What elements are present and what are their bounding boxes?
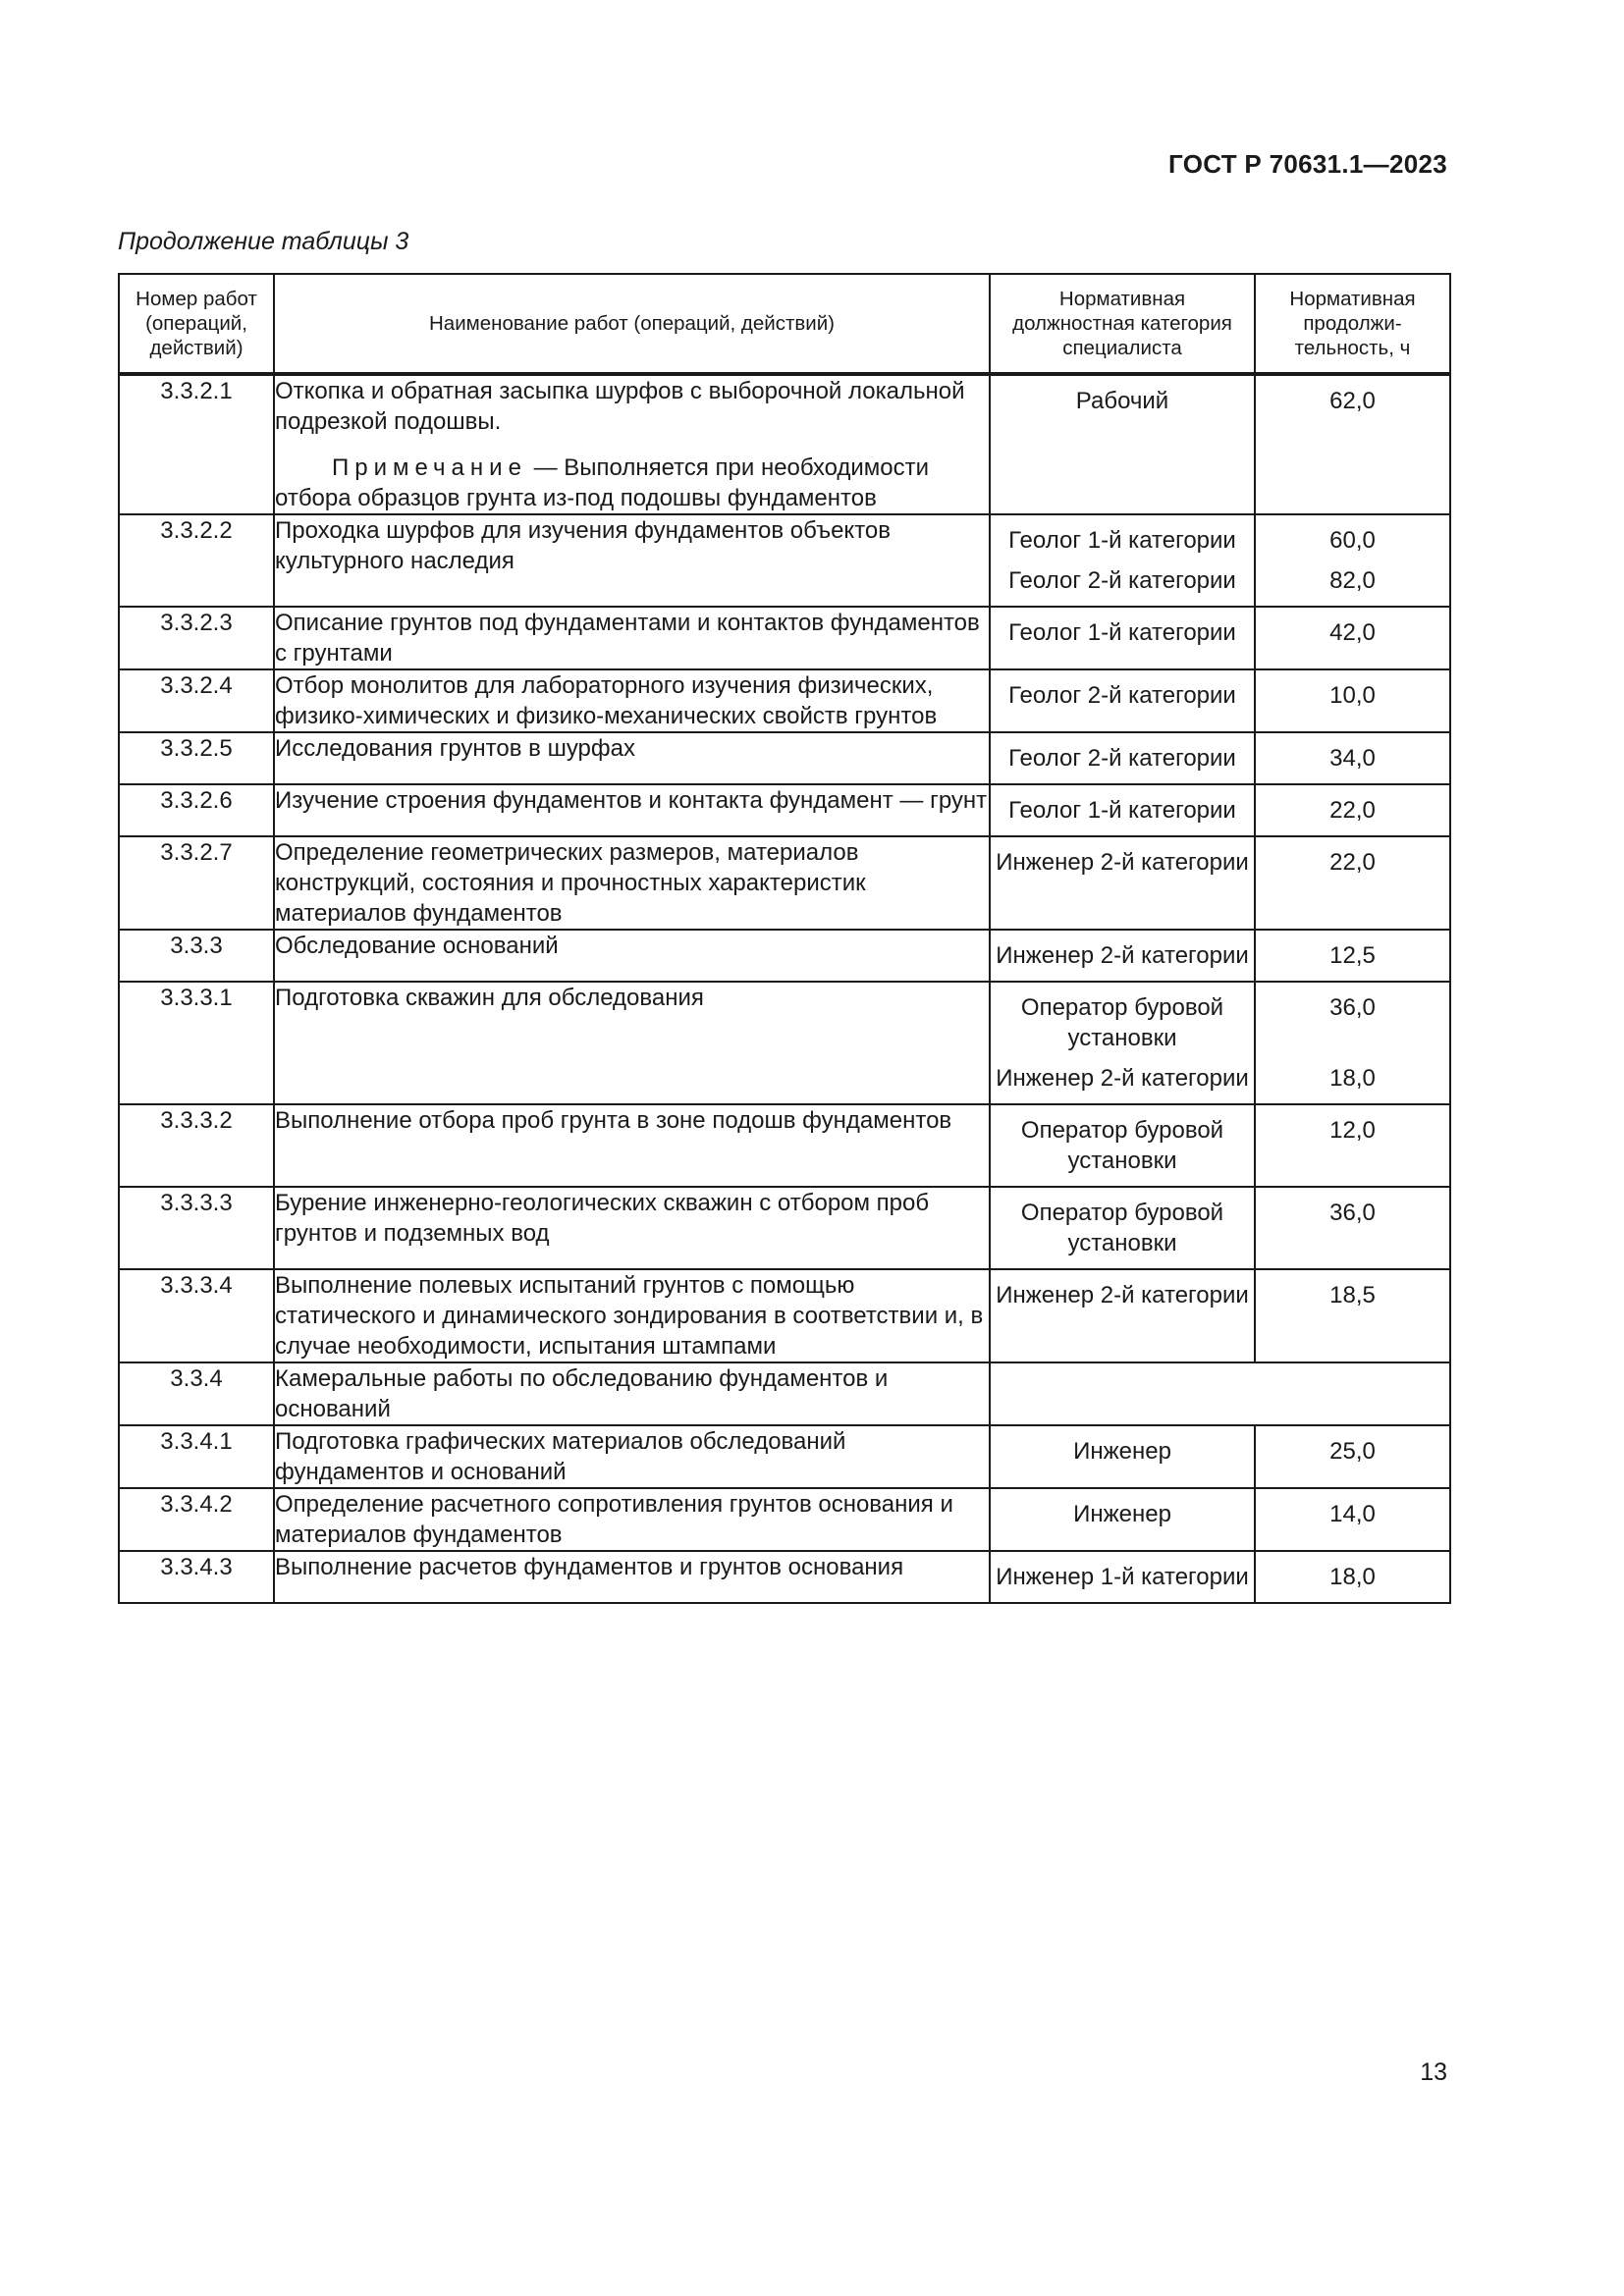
specialist-category: Оператор буровой установки xyxy=(1020,1117,1224,1174)
specialist-category: Геолог 1-й категории xyxy=(1008,527,1236,554)
duration-value: 22,0 xyxy=(1329,797,1376,824)
duration-cell xyxy=(1255,1551,1450,1603)
work-name-text: Определение расчетного сопротивления грунтов основания и материалов фундаментов xyxy=(275,1491,953,1548)
table-row xyxy=(119,1551,1450,1603)
category-cell xyxy=(990,784,1255,836)
specialist-category: Геолог 1-й категории xyxy=(1008,797,1236,824)
table-row xyxy=(119,1104,1450,1187)
duration-value: 36,0 xyxy=(1329,994,1376,1021)
work-name-text: Подготовка скважин для обследования xyxy=(275,985,704,1011)
table-row xyxy=(119,732,1450,784)
work-name-text: Обследование оснований xyxy=(275,933,559,959)
work-name-text: Выполнение полевых испытаний грунтов с помощью статического и динамического зондирования в соответствии и, в случае необходимости, испытания штампами xyxy=(275,1272,984,1360)
table-row xyxy=(119,1187,1450,1269)
specialist-category: Инженер 2-й категории xyxy=(996,849,1249,876)
work-number-cell: 3.3.2.5 xyxy=(119,732,274,784)
table-row xyxy=(119,1488,1450,1551)
work-name-cell xyxy=(274,1488,990,1551)
table-row xyxy=(119,1425,1450,1488)
column-header-duration: Нормативная продолжительность, ч xyxy=(1255,274,1450,374)
work-name-cell xyxy=(274,514,990,607)
specialist-category: Рабочий xyxy=(1075,388,1169,414)
duration-cell xyxy=(1255,1425,1450,1488)
duration-value: 82,0 xyxy=(1329,567,1376,594)
duration-value: 10,0 xyxy=(1329,682,1376,709)
work-number-cell: 3.3.3.2 xyxy=(119,1104,274,1187)
table-row xyxy=(119,1362,1450,1425)
category-cell xyxy=(990,1104,1255,1187)
duration-value: 34,0 xyxy=(1329,745,1376,772)
column-header-number: Номер работ (операций, действий) xyxy=(119,274,274,374)
work-number-cell: 3.3.2.4 xyxy=(119,669,274,732)
specialist-category: Геолог 1-й категории xyxy=(1008,619,1236,646)
duration-value: 22,0 xyxy=(1329,849,1376,876)
specialist-category: Инженер 1-й категории xyxy=(996,1564,1249,1590)
category-cell xyxy=(990,669,1255,732)
table-row xyxy=(119,784,1450,836)
work-name-text: Отбор монолитов для лабораторного изучения физических, физико-химических и физико-механических свойств грунтов xyxy=(275,672,938,729)
work-number-cell: 3.3.3.1 xyxy=(119,982,274,1104)
duration-value: 18,5 xyxy=(1329,1282,1376,1308)
table-row xyxy=(119,982,1450,1104)
duration-value: 36,0 xyxy=(1329,1200,1376,1226)
work-name-text: Откопка и обратная засыпка шурфов с выборочной локальной подрезкой подошвы. xyxy=(275,378,965,435)
category-cell xyxy=(990,1269,1255,1362)
work-name-cell xyxy=(274,982,990,1104)
work-number-cell: 3.3.4.1 xyxy=(119,1425,274,1488)
column-header-name: Наименование работ (операций, действий) xyxy=(274,274,990,374)
duration-value: 14,0 xyxy=(1329,1501,1376,1527)
specialist-category: Инженер 2-й категории xyxy=(996,942,1249,969)
work-number-cell: 3.3.4.2 xyxy=(119,1488,274,1551)
work-name-text: Изучение строения фундаментов и контакта фундамент — грунт xyxy=(275,787,988,814)
table-row xyxy=(119,1269,1450,1362)
work-name-cell xyxy=(274,1187,990,1269)
work-number-cell: 3.3.2.1 xyxy=(119,374,274,514)
specialist-category: Инженер 2-й категории xyxy=(996,1282,1249,1308)
work-name-text: Подготовка графических материалов обследований фундаментов и оснований xyxy=(275,1428,846,1485)
category-cell xyxy=(990,930,1255,982)
duration-cell xyxy=(1255,1269,1450,1362)
duration-cell xyxy=(1255,930,1450,982)
work-number-cell: 3.3.2.7 xyxy=(119,836,274,930)
work-number-cell: 3.3.2.2 xyxy=(119,514,274,607)
duration-value: 60,0 xyxy=(1329,527,1376,554)
work-name-cell xyxy=(274,732,990,784)
duration-cell xyxy=(1255,1488,1450,1551)
document-code: ГОСТ Р 70631.1—2023 xyxy=(1168,149,1447,179)
work-name-cell xyxy=(274,1104,990,1187)
merged-empty-cell xyxy=(990,1362,1450,1425)
work-name-cell xyxy=(274,1425,990,1488)
category-cell xyxy=(990,514,1255,607)
work-number-cell: 3.3.2.6 xyxy=(119,784,274,836)
work-number-cell: 3.3.3 xyxy=(119,930,274,982)
duration-cell xyxy=(1255,669,1450,732)
duration-value: 12,5 xyxy=(1329,942,1376,969)
duration-value: 62,0 xyxy=(1329,388,1376,414)
duration-value: 25,0 xyxy=(1329,1438,1376,1465)
work-number-cell: 3.3.2.3 xyxy=(119,607,274,669)
work-name-text: Определение геометрических размеров, материалов конструкций, состояния и прочностных характеристик материалов фундаментов xyxy=(275,839,866,927)
duration-value: 12,0 xyxy=(1329,1117,1376,1144)
work-name-cell xyxy=(274,607,990,669)
duration-cell xyxy=(1255,374,1450,514)
table-header-row xyxy=(119,274,1450,374)
column-header-category: Нормативная должностная категория специалиста xyxy=(990,274,1255,374)
work-name-text: Камеральные работы по обследованию фундаментов и оснований xyxy=(275,1365,889,1422)
table-row xyxy=(119,607,1450,669)
work-name-cell xyxy=(274,374,990,514)
table-caption: Продолжение таблицы 3 xyxy=(118,228,409,255)
category-cell xyxy=(990,732,1255,784)
table-row xyxy=(119,836,1450,930)
specialist-category: Геолог 2-й категории xyxy=(1008,682,1236,709)
table-row xyxy=(119,930,1450,982)
category-cell xyxy=(990,607,1255,669)
category-cell xyxy=(990,1488,1255,1551)
work-name-cell xyxy=(274,1362,990,1425)
table-row xyxy=(119,374,1450,514)
work-name-cell xyxy=(274,784,990,836)
duration-cell xyxy=(1255,607,1450,669)
work-name-text: Описание грунтов под фундаментами и контактов фундаментов с грунтами xyxy=(275,610,980,667)
work-number-cell: 3.3.4 xyxy=(119,1362,274,1425)
duration-cell xyxy=(1255,514,1450,607)
work-number-cell: 3.3.4.3 xyxy=(119,1551,274,1603)
specialist-category: Инженер xyxy=(1073,1438,1171,1465)
norms-table xyxy=(118,273,1451,1604)
work-number-cell: 3.3.3.3 xyxy=(119,1187,274,1269)
table-row xyxy=(119,669,1450,732)
work-name-cell xyxy=(274,669,990,732)
table-row xyxy=(119,514,1450,607)
table-body xyxy=(119,374,1450,1603)
work-name-cell xyxy=(274,836,990,930)
work-name-text: Исследования грунтов в шурфах xyxy=(275,735,635,762)
category-cell xyxy=(990,982,1255,1104)
specialist-category: Инженер 2-й категории xyxy=(996,1065,1249,1092)
duration-cell xyxy=(1255,1187,1450,1269)
duration-value: 18,0 xyxy=(1329,1065,1376,1092)
work-name-cell xyxy=(274,1551,990,1603)
category-cell xyxy=(990,1551,1255,1603)
work-name-cell xyxy=(274,1269,990,1362)
specialist-category: Оператор буровой установки xyxy=(1020,1200,1224,1256)
specialist-category: Инженер xyxy=(1073,1501,1171,1527)
note-text: — Выполняется при необходимости отбора образцов грунта из-под подошвы фундаментов xyxy=(275,454,930,511)
duration-cell xyxy=(1255,1104,1450,1187)
specialist-category: Геолог 2-й категории xyxy=(1008,567,1236,594)
category-cell xyxy=(990,836,1255,930)
work-name-text: Выполнение расчетов фундаментов и грунтов основания xyxy=(275,1554,904,1580)
category-cell xyxy=(990,374,1255,514)
duration-cell xyxy=(1255,784,1450,836)
work-name-cell xyxy=(274,930,990,982)
note-label: Примечание xyxy=(332,454,527,481)
duration-value: 18,0 xyxy=(1329,1564,1376,1590)
duration-cell xyxy=(1255,732,1450,784)
work-name-text: Бурение инженерно-геологических скважин с отбором проб грунтов и подземных вод xyxy=(275,1190,930,1247)
work-name-text: Проходка шурфов для изучения фундаментов объектов культурного наследия xyxy=(275,517,892,574)
page-number: 13 xyxy=(1420,2058,1447,2086)
specialist-category: Оператор буровой установки xyxy=(1020,994,1224,1051)
work-note xyxy=(275,453,989,513)
category-cell xyxy=(990,1187,1255,1269)
duration-cell xyxy=(1255,836,1450,930)
work-number-cell: 3.3.3.4 xyxy=(119,1269,274,1362)
specialist-category: Геолог 2-й категории xyxy=(1008,745,1236,772)
duration-value: 42,0 xyxy=(1329,619,1376,646)
duration-cell xyxy=(1255,982,1450,1104)
category-cell xyxy=(990,1425,1255,1488)
work-name-text: Выполнение отбора проб грунта в зоне подошв фундаментов xyxy=(275,1107,952,1134)
